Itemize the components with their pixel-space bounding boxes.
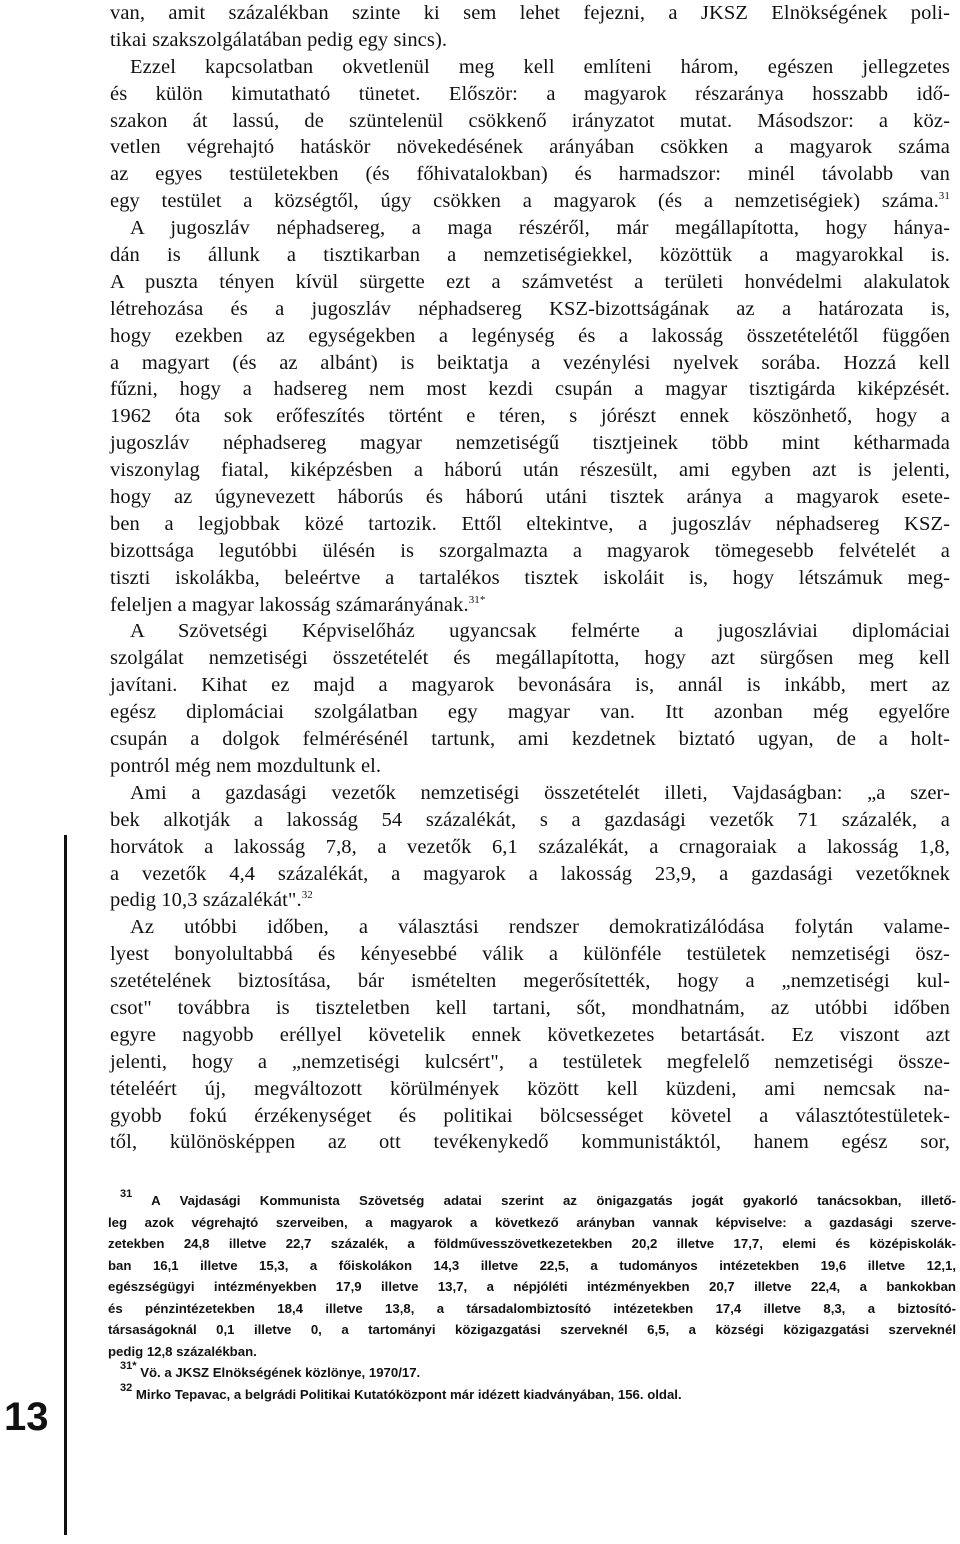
- line-text: Az utóbbi időben, a választási rendszer demokratizálódása folytán valame-: [130, 916, 950, 939]
- text-line: [110, 1049, 950, 1076]
- text-line: [110, 430, 950, 457]
- line-text: zetekben 24,8 illetve 22,7 százalék, a földművesszövetkezetekben 20,2 illetve 17,7, elemi és középiskolák-: [108, 1236, 956, 1251]
- text-line: [110, 699, 950, 726]
- line-text: jugoszláv néphadsereg magyar nemzetiségű tisztjeinek több mint kétharmada: [110, 432, 950, 455]
- text-line: [110, 27, 950, 54]
- text-line: [110, 188, 950, 215]
- text-line: [110, 1022, 950, 1049]
- footnote-reference: 31: [938, 190, 950, 203]
- footnotes: [108, 1190, 956, 1405]
- text-line: [110, 54, 950, 81]
- text-line: [110, 296, 950, 323]
- line-text: a magyart (és az albánt) is beiktatja a vezénylési nyelvek sorába. Hozzá kell: [110, 351, 950, 374]
- text-line: [110, 376, 950, 403]
- text-line: [110, 134, 950, 161]
- line-text: hogy ezekben az egységekben a legénység és a lakosság összetételétől függően: [110, 324, 950, 347]
- text-line: [110, 81, 950, 108]
- text-line: [110, 1103, 950, 1130]
- text-line: [110, 618, 950, 645]
- text-line: [110, 565, 950, 592]
- line-text: től, különösképpen az ott tevékenykedő kommunistáktól, hanem egész sor,: [110, 1131, 950, 1154]
- text-line: [110, 0, 950, 27]
- footnote-reference: 32: [301, 889, 313, 902]
- text-line: [110, 457, 950, 484]
- line-text: lyest bonyolultabbá és kényesebbé válik a különféle testületek nemzetiségi ösz-: [110, 943, 950, 966]
- text-line: [110, 403, 950, 430]
- line-text: létrehozása és a jugoszláv néphadsereg KSZ-bizottságának az a határozata is,: [110, 297, 950, 320]
- text-line: [110, 161, 950, 188]
- line-text: A puszta tényen kívül sürgette ezt a számvetést a területi honvédelmi alakulatok: [110, 270, 950, 293]
- text-line: [110, 861, 950, 888]
- footnote-marker: 31*: [120, 1360, 137, 1372]
- line-text: Mirko Tepavac, a belgrádi Politikai Kutatóközpont már idézett kiadványában, 156. oldal.: [135, 1386, 682, 1402]
- line-text: társaságoknál 0,1 illetve 0, a tartományi közigazgatási szerveknél 6,5, a községi közigazgatási szerveknél: [108, 1322, 956, 1337]
- line-text: viszonylag fiatal, kiképzésben a háború után részesült, ami egyben azt is jelenti,: [110, 459, 950, 482]
- footnote-line: [108, 1319, 956, 1341]
- text-line: [110, 726, 950, 753]
- line-text: Vö. a JKSZ Elnökségének közlönye, 1970/17.: [140, 1365, 421, 1380]
- footnote-line: [108, 1276, 956, 1298]
- line-text: a vezetők 4,4 százalékát, a magyarok a lakosság 23,9, a gazdasági vezetőknek: [110, 862, 950, 885]
- line-text: egészségügyi intézményekben 17,9 illetve 13,7, a népjóléti intézményekben 20,7 illetve 22,4, a bankokban: [108, 1279, 956, 1294]
- text-line: [110, 511, 950, 538]
- line-text: dán is állunk a tisztikarban a nemzetiségiekkel, közöttük a magyarokkal is.: [110, 244, 950, 267]
- line-text: 1962 óta sok erőfeszítés történt e téren, s jórészt ennek köszönhető, hogy a: [110, 405, 950, 428]
- line-text: és pénzintézetekben 18,4 illetve 13,8, a társadalombiztosító intézetekben 17,4 illetve 8,3, a biztosító-: [108, 1300, 956, 1316]
- line-text: tételéért új, megváltozott körülmények között kell küzdeni, ami nemcsak na-: [110, 1077, 950, 1100]
- text-line: [110, 834, 950, 861]
- line-text: jelenti, hogy a „nemzetiségi kulcsért", a testületek megfelelő nemzetiségi össze-: [110, 1050, 950, 1073]
- line-text: van, amit százalékban szinte ki sem lehet fejezni, a JKSZ Elnökségének poli-: [110, 2, 950, 24]
- line-text: csot" továbbra is tiszteletben kell tartani, sőt, mondhatnám, az utóbbi időben: [110, 996, 950, 1019]
- text-line: [110, 672, 950, 699]
- main-text: [110, 0, 950, 1156]
- text-line: [110, 592, 950, 619]
- text-line: [110, 807, 950, 834]
- line-text: tikai szakszolgálatában pedig egy sincs).: [110, 28, 448, 51]
- line-text: egész diplomáciai szolgálatban egy magyar van. Itt azonban még egyelőre: [110, 701, 950, 724]
- page-number: 13: [4, 1395, 49, 1439]
- footnote-line: [108, 1381, 956, 1406]
- footnote-reference: 31*: [468, 593, 486, 606]
- text-line: [110, 484, 950, 511]
- line-text: Ezzel kapcsolatban okvetlenül meg kell említeni három, egészen jellegzetes: [130, 55, 950, 78]
- line-text: horvátok a lakosság 7,8, a vezetők 6,1 százalékát, a crnagoraiak a lakosság 1,8,: [110, 835, 950, 858]
- line-text: szetételének biztosítása, bár ismételten megerősítették, hogy a „nemzetiségi kul-: [110, 970, 950, 993]
- footnote-line: [108, 1190, 956, 1212]
- line-text: szakon át lassú, de szüntelenül csökkenő irányzatot mutat. Másodszor: a köz-: [110, 109, 950, 132]
- line-text: A Vajdasági Kommunista Szövetség adatai szerint az önigazgatás jogát gyakorló tanácsokban, illető-: [151, 1193, 956, 1208]
- line-text: pontról még nem mozdultunk el.: [110, 754, 382, 777]
- line-text: csupán a dolgok felmérésénél tartunk, ami kezdetnek biztató ugyan, de a holt-: [110, 728, 950, 751]
- text-line: [110, 780, 950, 807]
- line-text: fűzni, hogy a hadsereg nem most kezdi csupán a magyar tisztigárda kiképzését.: [110, 378, 950, 401]
- text-line: [110, 1129, 950, 1156]
- line-text: bek alkotják a lakosság 54 százalékát, s a gazdasági vezetők 71 százalék, a: [110, 808, 950, 831]
- text-line: [110, 323, 950, 350]
- text-line: [110, 1076, 950, 1103]
- footnote-marker: 31: [120, 1188, 133, 1200]
- line-text: feleljen a magyar lakosság számarányának.: [110, 593, 469, 616]
- line-text: hogy az úgynevezett háborús és háború utáni tisztek aránya a magyarok esete-: [110, 486, 950, 509]
- text-line: [110, 350, 950, 377]
- text-line: [110, 108, 950, 135]
- line-text: vetlen végrehajtó hatáskör növekedésének arányában csökken a magyarok száma: [110, 136, 950, 159]
- footnote-line: [108, 1341, 956, 1363]
- line-text: Ami a gazdasági vezetők nemzetiségi összetételét illeti, Vajdaságban: „a szer-: [130, 781, 950, 804]
- line-text: gyobb fokú érzékenységet és politikai bölcsességet követel a választótestületek-: [110, 1104, 950, 1127]
- footnote-line: [108, 1298, 956, 1320]
- line-text: egy testület a községtől, úgy csökken a magyarok (és a nemzetiségiek) száma.: [110, 190, 939, 213]
- footnote-marker: 32: [120, 1381, 133, 1394]
- line-text: és külön kimutatható tünetet. Először: a magyarok részaránya hosszabb idő-: [110, 82, 950, 105]
- line-text: tiszti iskolákba, beleértve a tartalékos tisztek iskoláit is, hogy létszámuk meg-: [110, 566, 950, 589]
- text-line: [110, 887, 950, 914]
- line-text: egyre nagyobb eréllyel követelik ennek következetes betartását. Ez viszont azt: [110, 1023, 950, 1046]
- line-text: pedig 12,8 százalékban.: [108, 1343, 257, 1359]
- text-line: [110, 269, 950, 296]
- line-text: A jugoszláv néphadsereg, a maga részéről, már megállapította, hogy hánya-: [130, 217, 950, 240]
- text-line: [110, 645, 950, 672]
- line-text: ben a legjobbak közé tartozik. Ettől eltekintve, a jugoszláv néphadsereg KSZ-: [110, 512, 950, 535]
- line-text: az egyes testületekben (és főhivatalokban) és harmadszor: minél távolabb van: [110, 163, 950, 186]
- line-text: bizottsága legutóbbi ülésén is szorgalmazta a magyarok tömegesebb felvételét a: [110, 539, 950, 562]
- line-text: leg azok végrehajtó szerveiben, a magyarok a következő arányban vannak képviselve: a gazdasági szerve-: [108, 1214, 956, 1230]
- line-text: javítani. Kihat ez majd a magyarok bevonására is, annál is inkább, mert az: [110, 674, 950, 697]
- footnote-line: [108, 1362, 956, 1384]
- margin-rule: [64, 835, 67, 1535]
- text-line: [110, 968, 950, 995]
- footnote-line: [108, 1212, 956, 1234]
- text-line: [110, 538, 950, 565]
- line-text: ban 16,1 illetve 15,3, a főiskolákon 14,3 illetve 22,5, a tudományos intézetekben 19,6 illetve 12,1,: [108, 1257, 956, 1273]
- text-line: [110, 242, 950, 269]
- line-text: pedig 10,3 százalékát".: [110, 889, 302, 912]
- footnote-line: [108, 1255, 956, 1277]
- line-text: szolgálat nemzetiségi összetételét és megállapította, hogy azt sürgősen meg kell: [110, 647, 950, 670]
- line-text: A Szövetségi Képviselőház ugyancsak felmérte a jugoszláviai diplomáciai: [130, 620, 950, 643]
- text-line: [110, 753, 950, 780]
- text-line: [110, 914, 950, 941]
- text-line: [110, 941, 950, 968]
- text-line: [110, 215, 950, 242]
- footnote-line: [108, 1233, 956, 1255]
- text-line: [110, 995, 950, 1022]
